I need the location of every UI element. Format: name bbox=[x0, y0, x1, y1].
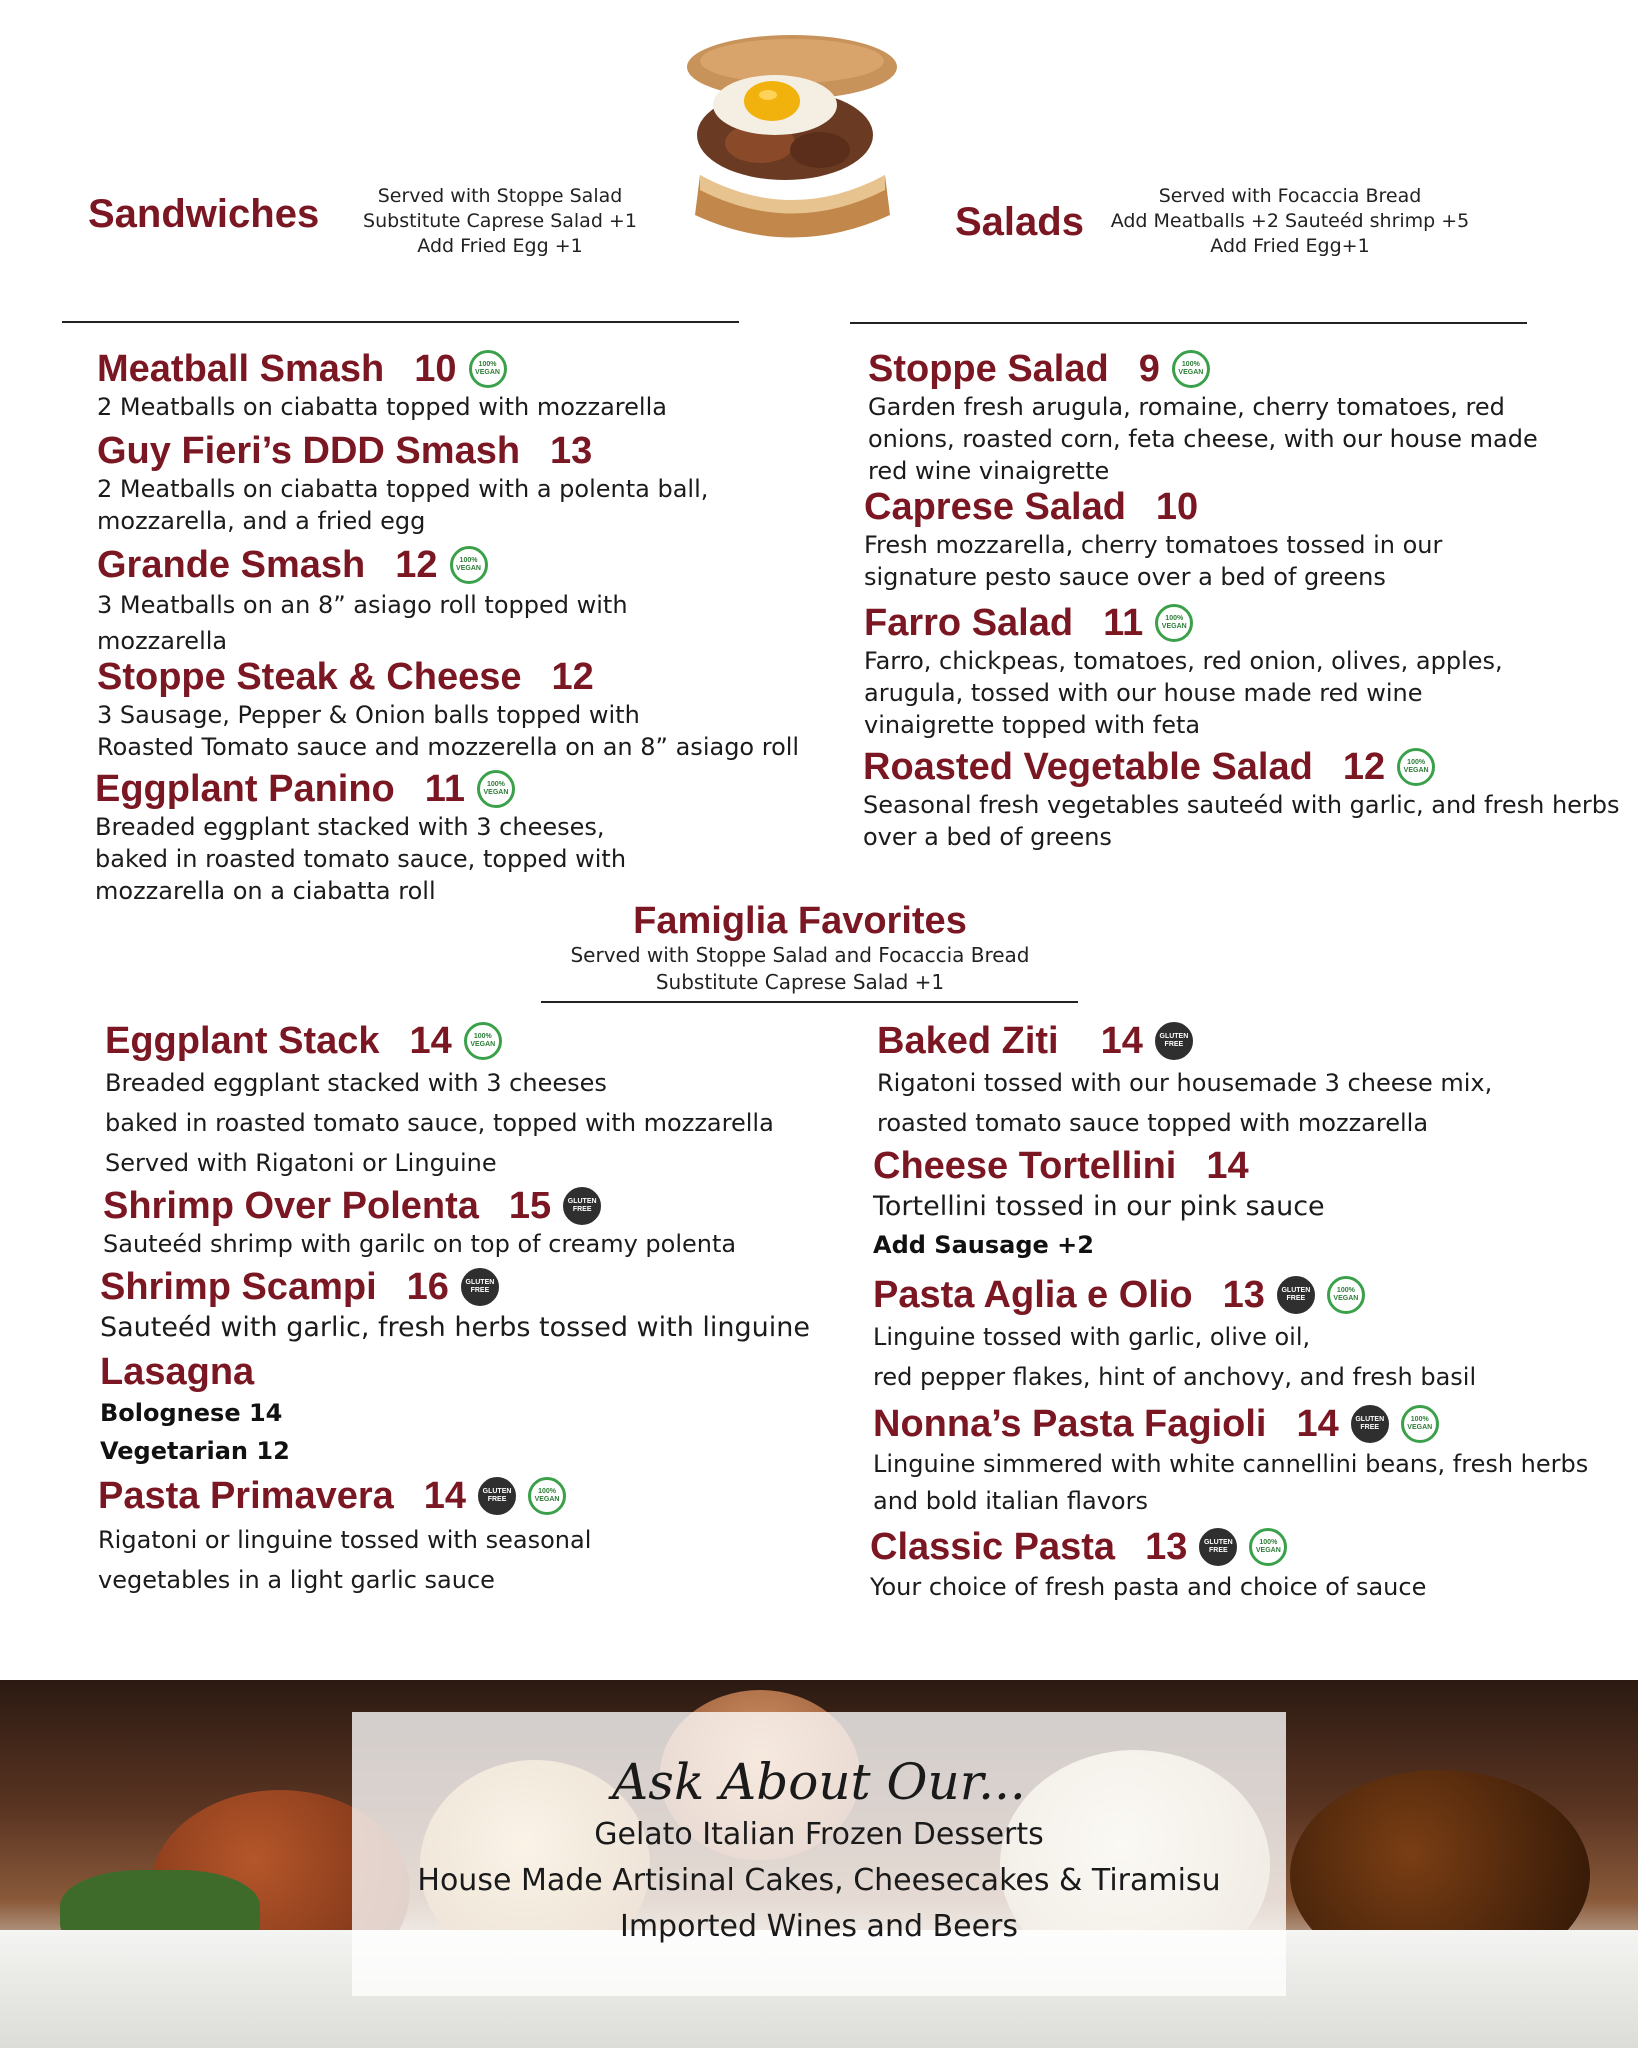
desc-line: 2 Meatballs on ciabatta topped with mozzarella bbox=[97, 393, 667, 421]
desc-line: baked in roasted tomato sauce, topped with mozzarella bbox=[105, 1109, 774, 1137]
item-description bbox=[98, 1520, 591, 1600]
note-line: Add Fried Egg +1 bbox=[417, 235, 583, 257]
badge-text: 100% bbox=[1410, 1416, 1429, 1423]
item-description bbox=[873, 1446, 1588, 1520]
option-line: Add Sausage +2 bbox=[873, 1231, 1094, 1259]
menu-item-farro-salad bbox=[864, 601, 1503, 741]
item-name: Caprese Salad bbox=[864, 486, 1126, 528]
badge-text: GLUTEN bbox=[465, 1279, 495, 1286]
menu-item-shrimp-scampi bbox=[100, 1265, 810, 1347]
item-description bbox=[873, 1317, 1476, 1397]
menu-item-eggplant-panino bbox=[95, 767, 626, 907]
badge-text: FREE bbox=[1164, 1041, 1184, 1048]
item-price: 13 bbox=[550, 430, 593, 472]
vegan-badge-icon bbox=[464, 1022, 502, 1060]
vegan-badge-icon bbox=[1401, 1405, 1439, 1443]
note-line: Substitute Caprese Salad +1 bbox=[363, 210, 637, 232]
vegan-badge-icon bbox=[1172, 350, 1210, 388]
item-description bbox=[103, 1228, 736, 1260]
desc-line: onions, roasted corn, feta cheese, with our house made bbox=[868, 425, 1538, 453]
badge-text: GLUTEN bbox=[567, 1198, 597, 1205]
item-name: Eggplant Stack bbox=[105, 1020, 380, 1062]
desc-line: arugula, tossed with our house made red wine bbox=[864, 679, 1423, 707]
badge-text: 100% bbox=[459, 557, 478, 564]
desc-line: over a bed of greens bbox=[863, 823, 1112, 851]
desc-line: Rigatoni or linguine tossed with seasonal bbox=[98, 1526, 592, 1554]
desc-line: and bold italian flavors bbox=[873, 1487, 1148, 1515]
badge-text: VEGAN bbox=[1161, 623, 1187, 630]
desc-line: Rigatoni tossed with our housemade 3 cheese mix, bbox=[877, 1069, 1493, 1097]
item-price: 12 bbox=[1342, 746, 1386, 788]
desc-line: baked in roasted tomato sauce, topped with bbox=[95, 845, 627, 873]
badge-text: VEGAN bbox=[1333, 1295, 1359, 1302]
salads-title: Salads bbox=[955, 200, 1084, 244]
item-name: Pasta Aglia e Olio bbox=[873, 1274, 1193, 1316]
banner-line: Imported Wines and Beers bbox=[619, 1909, 1018, 1944]
badge-text: VEGAN bbox=[1255, 1547, 1281, 1554]
vegan-badge-icon bbox=[469, 350, 507, 388]
ask-about-box bbox=[352, 1712, 1286, 1996]
item-description bbox=[873, 1188, 1325, 1226]
divider bbox=[62, 321, 739, 323]
desc-line: Farro, chickpeas, tomatoes, red onion, olives, apples, bbox=[864, 647, 1503, 675]
desc-line: Sauteéd with garlic, fresh herbs tossed with linguine bbox=[100, 1312, 811, 1343]
item-options bbox=[100, 1394, 290, 1470]
badge-text: VEGAN bbox=[534, 1496, 560, 1503]
option-line: Vegetarian 12 bbox=[100, 1437, 290, 1465]
vegan-badge-icon bbox=[450, 546, 488, 584]
divider bbox=[541, 1001, 1078, 1003]
item-name: Eggplant Panino bbox=[95, 768, 395, 810]
item-price: 12 bbox=[551, 656, 594, 698]
badge-text: 100% bbox=[487, 781, 505, 788]
menu-item-lasagna bbox=[100, 1350, 290, 1470]
item-name: Stoppe Steak & Cheese bbox=[97, 656, 522, 698]
item-name: Classic Pasta bbox=[870, 1526, 1116, 1568]
dessert-banner bbox=[0, 1680, 1638, 2048]
desc-line: Your choice of fresh pasta and choice of sauce bbox=[870, 1573, 1427, 1601]
badge-text: GLUTEN bbox=[1159, 1033, 1189, 1040]
vegan-badge-icon bbox=[1155, 604, 1193, 642]
note-line: Add Meatballs +2 Sauteéd shrimp +5 bbox=[1110, 210, 1470, 232]
banner-line: Gelato Italian Frozen Desserts bbox=[594, 1817, 1044, 1852]
item-description bbox=[863, 789, 1620, 853]
item-name: Shrimp Over Polenta bbox=[103, 1185, 479, 1227]
badge-text: 100% bbox=[1336, 1287, 1355, 1294]
item-description bbox=[105, 1063, 774, 1183]
gluten-free-badge-icon bbox=[1155, 1022, 1193, 1060]
desc-line: vinaigrette topped with feta bbox=[864, 711, 1201, 739]
desc-line: Fresh mozzarella, cherry tomatoes tossed in our bbox=[864, 531, 1443, 559]
option-line: Bolognese 14 bbox=[100, 1399, 283, 1427]
item-name: Guy Fieri’s DDD Smash bbox=[97, 430, 521, 472]
menu-item-pasta-aglia-e-olio bbox=[873, 1273, 1476, 1397]
badge-text: GLUTEN bbox=[482, 1488, 512, 1495]
item-name: Cheese Tortellini bbox=[873, 1145, 1177, 1187]
item-price: 10 bbox=[1155, 486, 1199, 528]
sandwiches-title: Sandwiches bbox=[88, 192, 320, 236]
desc-line: Served with Rigatoni or Linguine bbox=[105, 1149, 497, 1177]
menu-item-nonnas-pasta-fagioli bbox=[873, 1402, 1588, 1520]
menu-item-stoppe-salad bbox=[868, 347, 1538, 487]
menu-item-ddd-smash bbox=[97, 429, 708, 537]
badge-text: FREE bbox=[1360, 1424, 1380, 1431]
item-description bbox=[95, 811, 626, 907]
badge-text: FREE bbox=[487, 1496, 507, 1503]
desc-line: Breaded eggplant stacked with 3 cheeses bbox=[105, 1069, 607, 1097]
gluten-free-badge-icon bbox=[1199, 1528, 1237, 1566]
item-name: Lasagna bbox=[100, 1351, 255, 1393]
badge-text: VEGAN bbox=[1178, 369, 1204, 376]
badge-text: 100% bbox=[1165, 615, 1184, 622]
item-price: 11 bbox=[424, 768, 465, 810]
badge-text: VEGAN bbox=[456, 565, 481, 572]
item-price: 13 bbox=[1222, 1274, 1265, 1316]
menu-item-stoppe-steak-cheese bbox=[97, 655, 799, 763]
menu-item-pasta-primavera bbox=[98, 1474, 591, 1600]
item-name: Farro Salad bbox=[864, 602, 1074, 644]
item-name: Pasta Primavera bbox=[98, 1475, 394, 1517]
item-description bbox=[97, 473, 708, 537]
desc-line: red wine vinaigrette bbox=[868, 457, 1110, 485]
banner-line: House Made Artisinal Cakes, Cheesecakes & Tiramisu bbox=[417, 1863, 1221, 1898]
badge-text: 100% bbox=[1407, 759, 1426, 766]
sandwich-image bbox=[680, 25, 905, 255]
badge-text: FREE bbox=[1286, 1295, 1306, 1302]
famiglia-note bbox=[500, 942, 1100, 996]
vegan-badge-icon bbox=[477, 770, 515, 808]
menu-item-grande-smash bbox=[97, 543, 628, 659]
item-description bbox=[877, 1063, 1492, 1143]
gluten-free-badge-icon bbox=[478, 1477, 516, 1515]
item-name: Shrimp Scampi bbox=[100, 1266, 377, 1308]
badge-text: VEGAN bbox=[1403, 767, 1429, 774]
divider bbox=[850, 322, 1527, 324]
menu-item-roasted-vegetable-salad bbox=[863, 745, 1620, 853]
item-description bbox=[100, 1309, 810, 1347]
badge-text: GLUTEN bbox=[1355, 1416, 1385, 1423]
gluten-free-badge-icon bbox=[563, 1187, 601, 1225]
desc-line: mozzarella bbox=[97, 627, 228, 655]
item-description bbox=[868, 391, 1538, 487]
item-name: Meatball Smash bbox=[97, 348, 385, 390]
vegan-badge-icon bbox=[528, 1477, 566, 1515]
menu-item-eggplant-stack bbox=[105, 1019, 774, 1183]
item-price: 14 bbox=[1100, 1020, 1143, 1062]
desc-line: Sauteéd shrimp with garilc on top of creamy polenta bbox=[103, 1230, 737, 1258]
menu-item-caprese-salad bbox=[864, 485, 1442, 593]
badge-text: GLUTEN bbox=[1281, 1287, 1311, 1294]
item-description bbox=[864, 645, 1503, 741]
item-price: 16 bbox=[406, 1266, 449, 1308]
gluten-free-badge-icon bbox=[1351, 1405, 1389, 1443]
desc-line: 2 Meatballs on ciabatta topped with a polenta ball, bbox=[97, 475, 709, 503]
desc-line: red pepper flakes, hint of anchovy, and fresh basil bbox=[873, 1363, 1477, 1391]
badge-text: 100% bbox=[1181, 361, 1200, 368]
note-line: Served with Stoppe Salad and Focaccia Bread bbox=[570, 943, 1030, 967]
badge-text: FREE bbox=[572, 1206, 592, 1213]
note-line: Add Fried Egg+1 bbox=[1210, 235, 1370, 257]
item-price: 9 bbox=[1138, 348, 1160, 390]
desc-line: Garden fresh arugula, romaine, cherry tomatoes, red bbox=[868, 393, 1505, 421]
menu-item-cheese-tortellini bbox=[873, 1144, 1325, 1264]
item-price: 13 bbox=[1145, 1526, 1188, 1568]
banner-title: Ask About Our... bbox=[612, 1753, 1026, 1811]
menu-item-shrimp-over-polenta bbox=[103, 1184, 736, 1260]
item-description bbox=[870, 1571, 1426, 1603]
menu-item-classic-pasta bbox=[870, 1525, 1426, 1603]
item-name: Grande Smash bbox=[97, 544, 366, 586]
desc-line: 3 Meatballs on an 8” asiago roll topped with bbox=[97, 591, 628, 619]
item-price: 10 bbox=[414, 348, 457, 390]
item-price: 14 bbox=[1206, 1145, 1249, 1187]
desc-line: mozzarella, and a fried egg bbox=[97, 507, 426, 535]
famiglia-title: Famiglia Favorites bbox=[633, 900, 967, 942]
gluten-free-badge-icon bbox=[461, 1268, 499, 1306]
desc-line: mozzarella on a ciabatta roll bbox=[95, 877, 436, 905]
sandwiches-note bbox=[360, 184, 640, 259]
item-description bbox=[97, 587, 628, 659]
badge-text: VEGAN bbox=[470, 1041, 496, 1048]
item-price: 11 bbox=[1103, 602, 1144, 644]
badge-text: 100% bbox=[1259, 1539, 1278, 1546]
badge-text: VEGAN bbox=[475, 369, 500, 376]
badge-text: VEGAN bbox=[483, 789, 509, 796]
badge-text: 100% bbox=[538, 1488, 556, 1495]
item-price: 15 bbox=[508, 1185, 552, 1227]
vegan-badge-icon bbox=[1249, 1528, 1287, 1566]
note-line: Substitute Caprese Salad +1 bbox=[655, 970, 945, 994]
badge-text: 100% bbox=[473, 1033, 492, 1040]
badge-text: FREE bbox=[1209, 1547, 1228, 1554]
badge-text: GLUTEN bbox=[1203, 1539, 1233, 1546]
menu-item-meatball-smash bbox=[97, 347, 667, 423]
desc-line: Linguine simmered with white cannellini beans, fresh herbs bbox=[873, 1450, 1589, 1478]
vegan-badge-icon bbox=[1397, 748, 1435, 786]
note-line: Served with Focaccia Bread bbox=[1158, 185, 1422, 207]
item-price: 14 bbox=[409, 1020, 452, 1062]
item-price: 12 bbox=[395, 544, 438, 586]
desc-line: Seasonal fresh vegetables sauteéd with garlic, and fresh herbs bbox=[863, 791, 1620, 819]
desc-line: Breaded eggplant stacked with 3 cheeses, bbox=[95, 813, 605, 841]
badge-text: 100% bbox=[478, 361, 497, 368]
desc-line: Roasted Tomato sauce and mozzerella on an 8” asiago roll bbox=[97, 733, 800, 761]
item-description bbox=[97, 391, 667, 423]
gluten-free-badge-icon bbox=[1277, 1276, 1315, 1314]
salads-note bbox=[1110, 184, 1470, 259]
desc-line: roasted tomato sauce topped with mozzarella bbox=[877, 1109, 1429, 1137]
desc-line: Linguine tossed with garlic, olive oil, bbox=[873, 1323, 1311, 1351]
note-line: Served with Stoppe Salad bbox=[377, 185, 623, 207]
item-description bbox=[864, 529, 1442, 593]
item-name: Roasted Vegetable Salad bbox=[863, 746, 1313, 788]
item-name: Nonna’s Pasta Fagioli bbox=[873, 1403, 1267, 1445]
badge-text: FREE bbox=[470, 1287, 490, 1294]
desc-line: Tortellini tossed in our pink sauce bbox=[873, 1191, 1325, 1222]
menu-item-baked-ziti bbox=[877, 1019, 1492, 1143]
item-price: 14 bbox=[423, 1475, 467, 1517]
item-name: Baked Ziti bbox=[877, 1020, 1059, 1062]
desc-line: vegetables in a light garlic sauce bbox=[98, 1566, 495, 1594]
desc-line: signature pesto sauce over a bed of greens bbox=[864, 563, 1386, 591]
item-description bbox=[97, 699, 799, 763]
vegan-badge-icon bbox=[1327, 1276, 1365, 1314]
badge-text: VEGAN bbox=[1407, 1424, 1433, 1431]
item-name: Stoppe Salad bbox=[868, 348, 1109, 390]
desc-line: 3 Sausage, Pepper & Onion balls topped with bbox=[97, 701, 640, 729]
item-price: 14 bbox=[1296, 1403, 1339, 1445]
